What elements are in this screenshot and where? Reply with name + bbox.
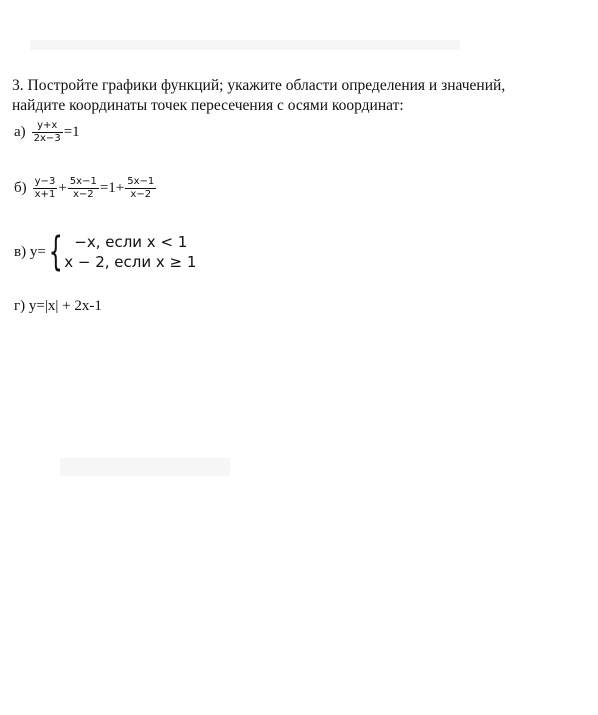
item-b-f2-numerator: 5x−1 [69,176,97,187]
task-statement [12,76,596,116]
item-b-plus: + [58,180,67,196]
item-b-f3-denominator: x−2 [130,189,152,200]
item-a-rhs: =1 [63,124,80,140]
faded-background-line-2 [60,458,230,476]
item-a-label: а) [14,124,26,140]
item-b-f1-denominator: x+1 [34,189,56,200]
piecewise-cases [64,232,196,272]
item-b-fraction-2 [68,176,99,201]
item-b-fraction-3 [125,176,156,201]
item-b [14,176,156,201]
item-c [14,229,197,275]
item-b-label: б) [14,180,27,196]
item-d [14,298,102,315]
item-b-f1-numerator: y−3 [34,176,56,187]
task-line-1: 3. Постройте графики функций; укажите области определения и значений, [12,77,506,94]
item-a-denominator: 2x−3 [33,133,61,144]
item-d-label: г) y=|x| + 2x-1 [14,298,102,314]
item-b-f3-numerator: 5x−1 [127,176,155,187]
task-line-2: найдите координаты точек пересечения с осями координат: [12,97,404,114]
item-a-fraction [32,120,63,145]
item-c-label: в) y= [14,243,46,260]
piecewise-function [14,229,197,275]
faded-background-line-1 [30,40,460,50]
left-brace-icon: { [48,229,63,275]
item-b-f2-denominator: x−2 [72,189,94,200]
case-1: −x, если x < 1 [74,233,188,251]
item-b-fraction-1 [33,176,58,201]
item-b-equals: =1+ [99,180,125,196]
item-a [14,120,81,145]
case-2: x − 2, если x ≥ 1 [64,253,197,271]
item-a-numerator: y+x [37,120,58,131]
